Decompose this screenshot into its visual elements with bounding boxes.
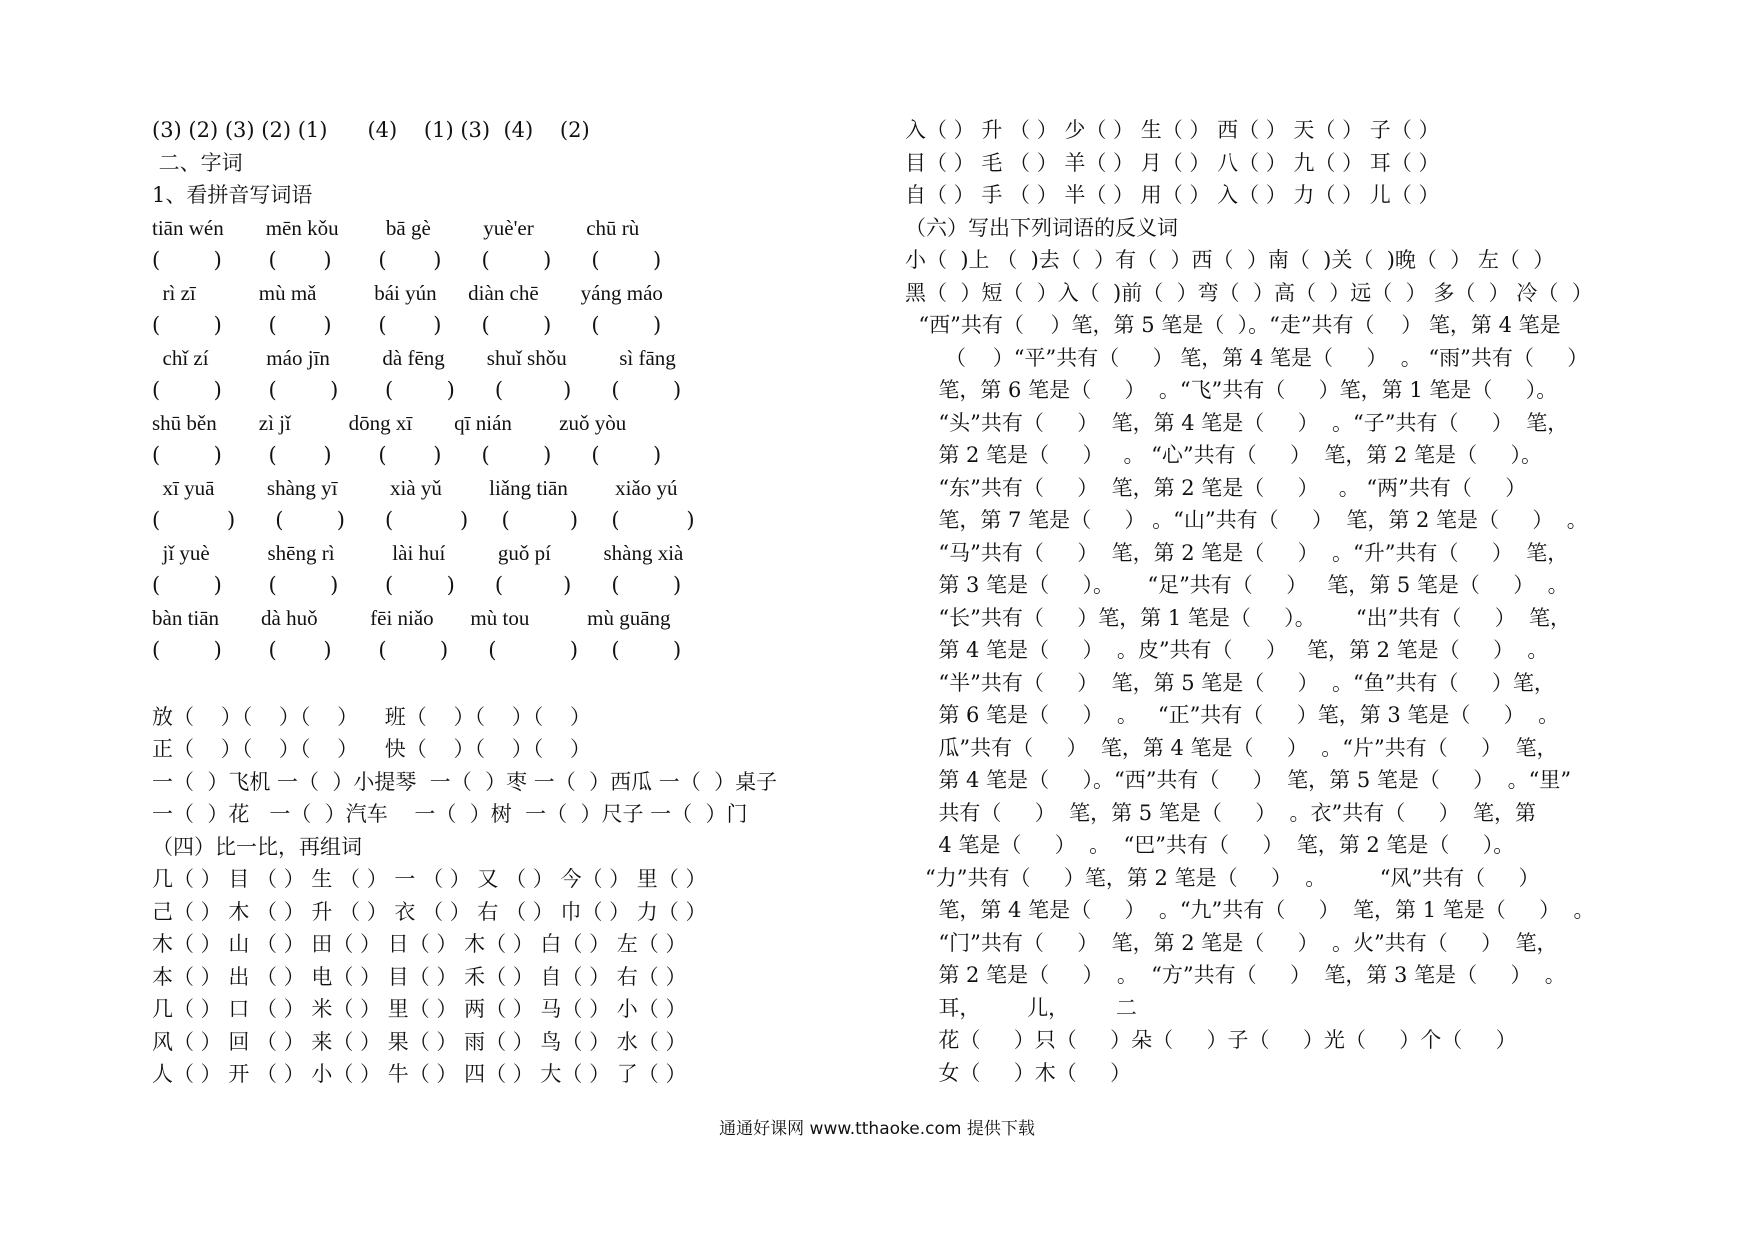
pinyin-row: xī yuā shàng yī xià yǔ liǎng tiān xiǎo yú	[152, 475, 678, 500]
left-column	[152, 114, 892, 1091]
compare-line: 自（ ） 手 （ ） 半（ ） 用（ ） 入（ ） 力（ ） 儿（ ）	[905, 183, 1440, 207]
pinyin-row: shū běn zì jǐ dōng xī qī nián zuǒ yòu	[152, 410, 627, 435]
measure-word-line: 一（ ）花 一（ ）汽车 一（ ）树 一（ ）尺子 一（ ）门	[152, 802, 748, 826]
blank-row: ( ) ( ) ( ) ( ) ( )	[152, 313, 662, 337]
stroke-line: “力”共有（ ）笔，第 2 笔是（ ） 。 “风”共有（ ）	[905, 865, 1540, 890]
antonym-title: （六）写出下列词语的反义词	[905, 215, 1178, 240]
pinyin-row: jǐ yuè shēng rì lài huí guǒ pí shàng xià	[152, 540, 684, 565]
stroke-line: “头”共有（ ） 笔，第 4 笔是（ ） 。“子”共有（ ） 笔，	[905, 410, 1569, 435]
pinyin-row: bàn tiān dà huǒ fēi niǎo mù tou mù guāng	[152, 605, 671, 630]
stroke-line: （ ）“平”共有（ ） 笔，第 4 笔是（ ） 。 “雨”共有（ ）	[905, 345, 1589, 370]
stroke-line: “半”共有（ ） 笔，第 5 笔是（ ） 。“鱼”共有（ ）笔，	[905, 670, 1555, 695]
blank-row: ( ) ( ) ( ) ( ) ( )	[152, 573, 682, 597]
compare-line: 风（ ） 回 （ ） 来（ ） 果（ ） 雨（ ） 鸟（ ） 水（ ）	[152, 1029, 687, 1054]
stroke-line: 第 4 笔是（ ）。“西”共有（ ） 笔，第 5 笔是（ ） 。“里”	[905, 768, 1572, 792]
stroke-line: 第 3 笔是（ ）。 “足”共有（ ） 笔，第 5 笔是（ ） 。	[905, 573, 1569, 597]
compare-line: 几（ ） 目 （ ） 生 （ ） 一 （ ） 又 （ ） 今（ ） 里（ ）	[152, 867, 707, 891]
spacer	[152, 667, 892, 701]
word-group-line: 正（ ）（ ）（ ） 快（ ）（ ）（ ）	[152, 737, 591, 761]
compare-line: 本（ ） 出 （ ） 电（ ） 目（ ） 禾（ ） 自（ ） 右（ ）	[152, 964, 687, 989]
stroke-line: 第 2 笔是（ ） 。 “方”共有（ ） 笔，第 3 笔是（ ） 。	[905, 963, 1566, 987]
stroke-line: 4 笔是（ ） 。 “巴”共有（ ） 笔，第 2 笔是（ ）。	[905, 833, 1515, 857]
compare-line: 己（ ） 木 （ ） 升 （ ） 衣 （ ） 右 （ ） 巾（ ） 力（ ）	[152, 899, 707, 924]
compare-line: 木（ ） 山 （ ） 田（ ） 日（ ） 木（ ） 白（ ） 左（ ）	[152, 932, 687, 956]
stroke-line: 共有（ ） 笔，第 5 笔是（ ） 。衣”共有（ ） 笔，第	[905, 800, 1537, 825]
right-column	[905, 114, 1625, 1089]
stroke-line: “门”共有（ ） 笔，第 2 笔是（ ） 。火”共有（ ） 笔，	[905, 930, 1558, 955]
compare-line: 目（ ） 毛 （ ） 羊（ ） 月（ ） 八（ ） 九（ ） 耳（ ）	[905, 150, 1440, 175]
measure-word-line: 女（ ）木（ ）	[905, 1060, 1132, 1085]
answers-row: (3) (2) (3) (2) (1) (4) (1) (3) (4) (2)	[152, 118, 590, 142]
pinyin-row: chǐ zí máo jīn dà fēng shuǐ shǒu sì fāng	[152, 345, 676, 370]
stroke-line: 第 4 笔是（ ） 。皮”共有（ ） 笔，第 2 笔是（ ） 。	[905, 638, 1549, 662]
subsection-title: 1、看拼音写词语	[152, 183, 313, 207]
word-group-line: 放（ ）（ ）（ ） 班（ ）（ ）（ ）	[152, 704, 591, 729]
stroke-line: 第 2 笔是（ ） 。 “心”共有（ ） 笔，第 2 笔是（ ）。	[905, 443, 1542, 467]
measure-word-line: 花（ ）只（ ）朵（ ）子（ ）光（ ）个（ ）	[905, 1028, 1517, 1052]
stroke-line: “马”共有（ ） 笔，第 2 笔是（ ） 。“升”共有（ ） 笔，	[905, 540, 1569, 565]
antonym-line: 小（ )上 （ )去（ ）有（ ）西（ ）南（ )关（ )晚（ ） 左（ ）	[905, 248, 1555, 272]
compare-title: （四）比一比，再组词	[152, 834, 362, 859]
blank-row: ( ) ( ) ( ) ( ) ( )	[152, 378, 682, 402]
stroke-line: 瓜”共有（ ） 笔，第 4 笔是（ ） 。“片”共有（ ） 笔，	[905, 735, 1558, 760]
stroke-line: 第 6 笔是（ ） 。 “正”共有（ ）笔，第 3 笔是（ ） 。	[905, 703, 1560, 727]
pinyin-row: rì zī mù mǎ bái yún diàn chē yáng máo	[152, 280, 663, 305]
measure-word-line: 一（ ）飞机 一（ ）小提琴 一（ ）枣 一（ ）西瓜 一（ ）桌子	[152, 769, 778, 794]
stroke-line: 笔，第 7 笔是（ ） 。“山”共有（ ） 笔，第 2 笔是（ ） 。	[905, 508, 1588, 532]
measure-word-line: 耳， 儿， 二	[905, 995, 1137, 1020]
stroke-line: 笔，第 6 笔是（ ） 。“飞”共有（ ）笔，第 1 笔是（ ）。	[905, 378, 1558, 402]
stroke-line: “长”共有（ ）笔，第 1 笔是（ ）。 “出”共有（ ） 笔，	[905, 605, 1572, 630]
antonym-line: 黑（ ）短（ ）入（ )前（ ）弯（ ）高（ ）远（ ） 多（ ） 冷（ ）	[905, 280, 1593, 305]
blank-row: ( ) ( ) ( ) ( ) ( )	[152, 508, 695, 532]
blank-row: ( ) ( ) ( ) ( ) ( )	[152, 638, 682, 662]
footer-source: 通通好课网 www.tthaoke.com 提供下载	[719, 1119, 1035, 1139]
compare-line: 入（ ） 升 （ ） 少（ ） 生（ ） 西（ ） 天（ ） 子（ ）	[905, 118, 1440, 142]
blank-row: ( ) ( ) ( ) ( ) ( )	[152, 443, 662, 467]
pinyin-row: tiān wén mēn kǒu bā gè yuè'er chū rù	[152, 215, 640, 240]
compare-line: 人（ ） 开 （ ） 小（ ） 牛（ ） 四（ ） 大（ ） 了（ ）	[152, 1062, 687, 1086]
stroke-line: “东”共有（ ） 笔，第 2 笔是（ ） 。 “两”共有（ ）	[905, 475, 1527, 500]
blank-row: ( ) ( ) ( ) ( ) ( )	[152, 248, 662, 272]
compare-line: 几（ ） 口 （ ） 米（ ） 里（ ） 两（ ） 马（ ） 小（ ）	[152, 997, 687, 1021]
section-title: 二、字词	[152, 150, 243, 175]
stroke-line: 笔，第 4 笔是（ ） 。“九”共有（ ） 笔，第 1 笔是（ ） 。	[905, 898, 1595, 922]
stroke-line: “西”共有（ ）笔，第 5 笔是（ ）。“走”共有（ ） 笔，第 4 笔是	[905, 313, 1561, 337]
